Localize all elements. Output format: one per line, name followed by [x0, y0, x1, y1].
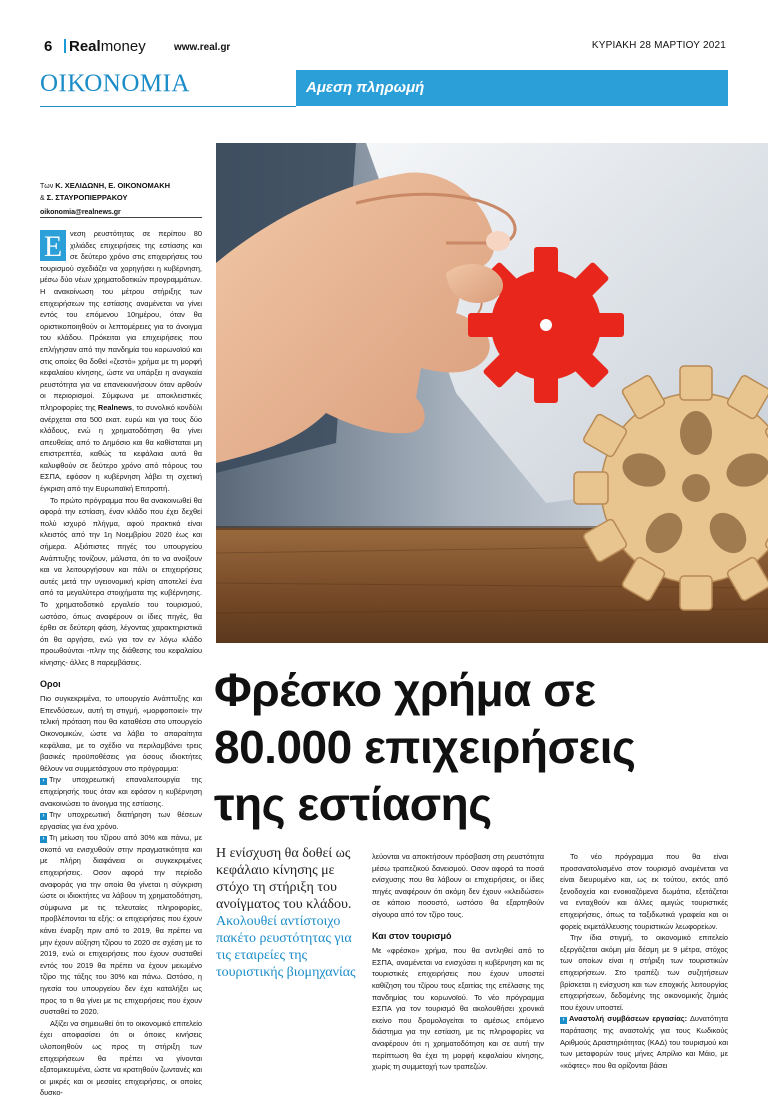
byline-authors-2: Σ. ΣΤΑΥΡΟΠΙΕΡΡΑΚΟΥ: [46, 193, 128, 202]
subhead-tourism: Και στον τουρισμό: [372, 930, 452, 941]
brand-money: money: [100, 38, 146, 55]
col1-b2: Την υποχρεωτική διατήρηση των θέσεων εργασίας για ένα χρόνο.: [40, 810, 202, 831]
section-rule: [40, 106, 296, 107]
bullet-icon: ›: [40, 778, 47, 785]
byline-amp: &: [40, 195, 45, 202]
col1-b1: Την υποχρεωτική επαναλειτουργία της επιχείρησής τους όταν και εφόσον η κυβέρνηση ανακοινώσει το άνοιγμα της εστίασης.: [40, 775, 202, 808]
gears-illustration: [216, 143, 768, 643]
issue-date: ΚΥΡΙΑΚΗ 28 ΜΑΡΤΙΟΥ 2021: [591, 40, 726, 51]
headline-line-1: Φρέσκο χρήμα σε: [214, 664, 596, 716]
col1-p2: Το πρώτο πρόγραμμα που θα ανακοινωθεί θα αφορά την εστίαση, έναν κλάδο που έχει δεχθεί πολύ ισχυρό πλήγμα, αφού πρακτικά είναι κλειστός από την 1η Νοεμβρίου 2020 έως και σήμερα. Αξιόπιστες πηγές του υπουργείου Ανάπτυξης τονίζουν, μάλιστα, ότι το να ανοίξουν και να λειτουργήσουν και πάλι οι επιχειρήσεις αυτές μετά την υγειονομική κρίση αποτελεί ένα από τα μεγαλύτερα στοιχήματα της κυβέρνησης. Το χρηματοδοτικό εργαλείο του τουρισμού, ωστόσο, όπως αναφέρουν οι ίδιες πηγές, θα έρθει σε δεύτερη φάση, λέγοντας χαρακτηριστικά ότι θα αργήσει, ενώ για τον εν λόγω κλάδο προωθούνται -πλην της διάθεσης του κεφαλαίου κίνησης- άλλες 8 παρεμβάσεις.: [40, 495, 202, 667]
deck-part-1: Η ενίσχυση θα δοθεί ως κεφάλαιο κίνησης με στόχο τη στήριξη του ανοίγματος του κλάδου.: [216, 846, 352, 912]
article-column-1: [40, 228, 202, 1099]
col4-b-text: Δυνατότητα παράτασης της αναστολής για τους Κωδικούς Αριθμούς Δραστηριότητας (ΚΑΔ) του τουρισμού και των μεταφορών τους μήνες Απρίλιο και Μάιο, με «κόφτες» που θα ορίζονται βάσει: [560, 1014, 728, 1070]
col1-p3: Πιο συγκεκριμένα, το υπουργείο Ανάπτυξης και Επενδύσεων, αυτή τη στιγμή, «μορφοποιεί» την τελική πρόταση που θα καταθέσει στο υπουργείο Οικονομικών, ώστε να λάβει το απαραίτητα κεφάλαια, με το σχέδιο να περιλαμβάνει τρεις βασικές προϋποθέσεις για όσους ιδιοκτήτες θέλουν να συμμετάσχουν στο πρόγραμμα:: [40, 694, 202, 773]
byline-authors-1: Κ. ΧΕΛΙΔΩΝΗ, Ε. ΟΙΚΟΝΟΜΑΚΗ: [55, 181, 171, 190]
page-number: 6: [44, 38, 53, 55]
col3-p2: Με «φρέσκο» χρήμα, που θα αντληθεί από το ΕΣΠΑ, αναμένεται να ενισχύσει η κυβέρνηση και τις τουριστικές επιχειρήσεις που έχουν υποστεί καθίζηση του τζίρου τους εξαιτίας της επέλασης της πανδημίας του κορωνοϊού. Το νέο πρόγραμμα ΕΣΠΑ για τον τουρισμό θα ακολουθήσει χρονικά εκείνο που δρομολογείται το αμέσως επόμενο διάστημα για την εστίαση, με τις πληροφορίες να αναφέρουν ότι η χρηματοδότηση και σε αυτή την περίπτωση θα έχει τη μορφή κεφαλαίου κίνησης, χωρίς τη συμμετοχή των τραπεζών.: [372, 946, 544, 1072]
byline: [40, 180, 202, 218]
col1-p1-bold: Realnews: [97, 402, 133, 412]
website: www.real.gr: [174, 42, 231, 53]
banner-label: Αμεση πληρωμή: [306, 79, 425, 96]
headline-line-2: 80.000 επιχειρήσεις: [214, 721, 636, 773]
col4-b-bold: Αναστολή συμβάσεων εργασίας:: [569, 1014, 688, 1024]
section-title: ΟΙΚΟΝΟΜΙΑ: [40, 70, 190, 97]
headline: [214, 662, 754, 833]
col1-p4: Αξίζει να σημειωθεί ότι το οικονομικό επιτελείο έχει αποφασίσει ότι οι όποιες κινήσεις υλοποιηθούν ως προς τη στήριξη των επιχειρήσεων θα πρέπει να γίνονται εξατομικευμένα, ώστε να κρατηθούν ζωντανές και οι μικρές και οι μεσαίες επιχειρήσεις, οι οποίες δυσκο-: [40, 1018, 202, 1098]
col4-p1: Το νέο πρόγραμμα που θα είναι προσανατολισμένο στον τουρισμό αναμένεται να είναι διευρυμένο και, ως εκ τούτου, εκτός από ξενοδοχεία και ενοικιαζόμενα δωμάτια, εξετάζεται να ενταχθούν και άλλες αμιγώς τουριστικές επιχειρήσεις, όπως τα ταξιδιωτικά γραφεία και οι φορείς εκμετάλλευσης τουριστικών λεωφορείων.: [560, 852, 728, 931]
bullet-icon: ›: [40, 836, 47, 843]
col1-b3: Τη μείωση του τζίρου από 30% και πάνω, με σκοπό να ενισχυθούν στην πραγματικότητα και με πλήρη διαφάνεια οι συγκεκριμένες επιχειρήσεις. Οσον αφορά την περίοδο αναφοράς για την οποία θα γίνεται η σύγκριση ώστε οι ιδιοκτήτες να λάβουν τη χρηματοδότηση, σύμφωνα με τις τελευταίες πληροφορίες, προβλέπονται τα εξής: οι επιχειρήσεις που έχουν κάνει έναρξη πριν από το 2019, θα πρέπει να μην έχουν αύξηση τζίρου το 2020 σε σχέση με το 2019, ενώ οι επιχειρήσεις που έχουν συσταθεί εντός του 2019 θα πρέπει να έχουν μειωμένο τζίρο της τάξης του 30% και πάνω. Ωστόσο, η ηγεσία του υπουργείου δεν έχει καταλήξει ως προς το τι θα γίνει με τις επιχειρήσεις που έχουν συσταθεί το 2020.: [40, 833, 202, 1017]
bullet-icon: ›: [560, 1017, 567, 1024]
brand-logo: [64, 38, 146, 55]
logo-bar-icon: [64, 39, 66, 53]
hero-photo: [216, 143, 768, 643]
col1-p1-end: , το συνολικό κονδύλι ανέρχεται στα 500 εκατ. ευρώ και για τους δύο κλάδους, ενώ η χρηματοδότηση θα γίνει απευθείας από το Δημόσιο και θα καθίσταται μη επιστρεπτέα, καθώς τα κεφάλαια αυτά θα καλυφθούν σε δεύτερο χρόνο από πόρους του ΕΣΠΑ, εφόσον η κυβέρνηση λάβει τη σχετική έγκριση από την Ευρωπαϊκή Επιτροπή.: [40, 402, 202, 494]
byline-rule: [40, 217, 202, 218]
bullet-icon: ›: [40, 813, 47, 820]
byline-prefix: Των: [40, 183, 54, 190]
col4-p2: Την ίδια στιγμή, το οικονομικό επιτελείο εξεργάζεται ακόμη μία δέσμη με 9 μέτρα, στόχος των οποίων είναι η στήριξη των τουριστικών επιχειρήσεων. Στο τραπέζι των συζητήσεων βρίσκεται η ενίσχυση και των εποχικής λειτουργίας επιχειρήσεων, δεδομένης της οικονομικής ζημιάς που έχουν υποστεί.: [560, 933, 728, 1012]
col3-p1: λεύονται να αποκτήσουν πρόσβαση στη ρευστότητα μέσω τραπεζικού δανεισμού. Οσον αφορά τα ποσά ενίσχυσης που θα λάβουν οι επιχειρήσεις, οι ίδιες πηγές αναφέρουν ότι ακόμη δεν έχουν «κλειδώσει» σε κάποιο ποσοστό, ωστόσο θα εξαρτηθούν σίγουρα από τον τζίρο τους.: [372, 852, 544, 919]
article-column-3: [372, 851, 544, 1073]
subhead-oroi: Οροι: [40, 678, 61, 689]
drop-cap: Ε: [40, 230, 66, 261]
brand-real: Real: [69, 38, 101, 55]
banner-bar: [296, 70, 728, 106]
article-column-4: [560, 851, 728, 1071]
headline-line-3: της εστίασης: [214, 778, 492, 830]
byline-email[interactable]: oikonomia@realnews.gr: [40, 209, 121, 216]
deck-part-2: Ακολουθεί αντίστοιχο πακέτο ρευστότητας για τις εταιρείες της τουριστικής βιομηχανίας: [216, 914, 356, 980]
col1-p1: νεση ρευστότητας σε περίπου 80 χιλιάδες επιχειρήσεις της εστίασης και σε δεύτερο χρόνο στις επιχειρήσεις του τουρισμού σχεδιάζει να χορηγήσει η κυβέρνηση, μέσω δύο νέων χρηματοδοτικών προγραμμάτων. Η ανακοίνωση του μέτρου στήριξης των επιχειρήσεων της εστίασης αναμένεται να γίνει εντός του επόμενου 10ημέρου, όταν θα οριστικοποιηθούν οι λεπτομέρειες για το άνοιγμα του κλάδου. Πρόκειται για επιχειρήσεις που επλήγησαν από την πανδημία του κορωνοϊού και στις οποίες θα δοθεί «ζεστό» χρήμα με τη μορφή κεφαλαίου κίνησης, ώστε να υπάρξει η αναγκαία ρευστότητα για να επανεκκινήσουν όταν αρθούν οι περιορισμοί. Σύμφωνα με αποκλειστικές πληροφορίες της: [40, 229, 202, 412]
deck: [216, 845, 356, 981]
